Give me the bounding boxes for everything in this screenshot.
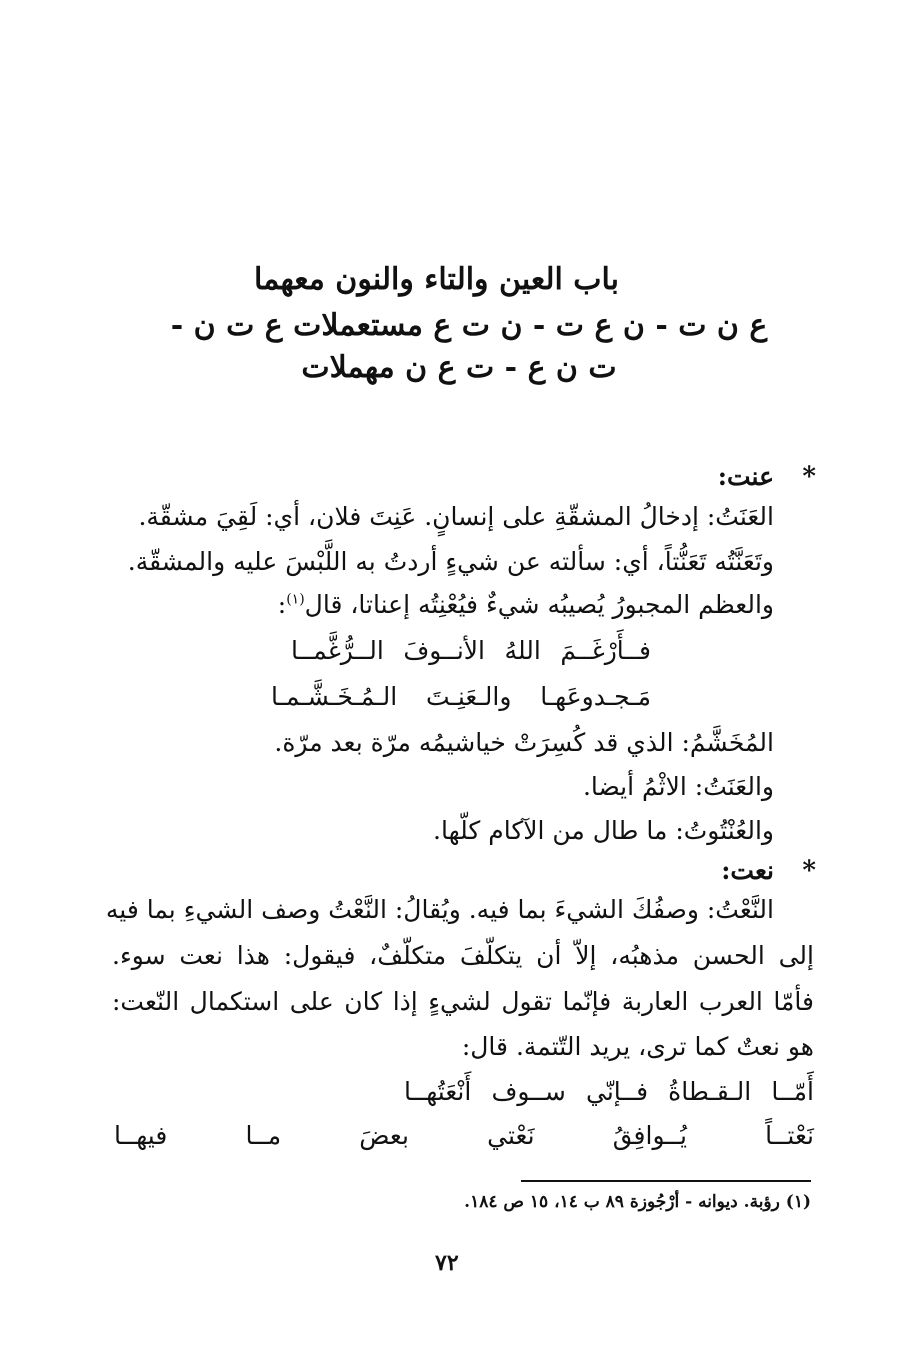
footnote-reference[interactable]: (١) [286,591,305,608]
footnote-separator [521,1180,811,1182]
page-number: ٧٢ [435,1250,459,1276]
paragraph-line: هو نعتٌ كما ترى، يريد التّتمة. قال: [461,1032,814,1061]
paragraph-line: وتَعَنَّتُه تَعَنُّتاً، أي: سألته عن شيءٍ أردتُ به اللَّبْسَ عليه والمشقّة. [127,547,774,576]
chapter-permutations-used: ع ن ت - ن ع ت - ن ت ع مستعملات ع ت ن - [170,308,768,343]
verse-line: فــأَرْغَــمَ اللهُ الأنــوفَ الــرُّغَّمــا [291,636,651,665]
entry-headword: نعت: [721,856,774,885]
paragraph-line: فأمّا العرب العاربة فإنّما تقول لشيءٍ إذا كان على استكمال النّعت: [112,987,814,1016]
chapter-title: باب العين والتاء والنون معهما [253,262,619,297]
paragraph-text: والعظم المجبورُ يُصيبُه شيءٌ فيُعْنِتُه إعناتا، قال [304,590,774,619]
verse-line: نَعْتــاً يُــوافِقُ نَعْتي بعضَ مــا فيهــا [114,1121,814,1150]
paragraph-line: والعَنَتُ: الاثْمُ أيضا. [582,772,774,801]
paragraph-line: المُخَشَّمُ: الذي قد كُسِرَتْ خياشيمُه مرّة بعد مرّة. [274,728,774,757]
paragraph-line: العَنَتُ: إدخالُ المشقّةِ على إنسانٍ. عَنِتَ فلان، أي: لَقِيَ مشقّة. [138,502,774,531]
paragraph-line: إلى الحسن مذهبُه، إلاّ أن يتكلّفَ متكلّفٌ، فيقول: هذا نعت سوء. [112,941,814,970]
verse-line: مَـجـدوعَهـا والـعَنِـتَ الـمُـخَـشَّـمـا [271,682,651,711]
footnote: (١) رؤبة. ديوانه - أرْجُوزة ٨٩ ب ١٤، ١٥ ص ١٨٤. [464,1192,811,1212]
entry-marker-star: * [802,856,816,886]
paragraph-line: والعُنْتُوتُ: ما طال من الآكام كلّها. [433,816,774,845]
paragraph-line [278,590,774,619]
chapter-permutations-unused: ت ن ع - ت ع ن مهملات [301,350,617,385]
entry-marker-star: * [802,462,816,492]
paragraph-punctuation: : [277,590,287,619]
verse-line: أَمّــا الـقـطاةُ فــإنّي ســوف أَنْعَتُهــا [404,1077,814,1106]
paragraph-line: النَّعْتُ: وصفُكَ الشيءَ بما فيه. ويُقالُ: النَّعْتُ وصف الشيءِ بما فيه [105,895,774,924]
entry-headword: عنت: [717,462,774,491]
